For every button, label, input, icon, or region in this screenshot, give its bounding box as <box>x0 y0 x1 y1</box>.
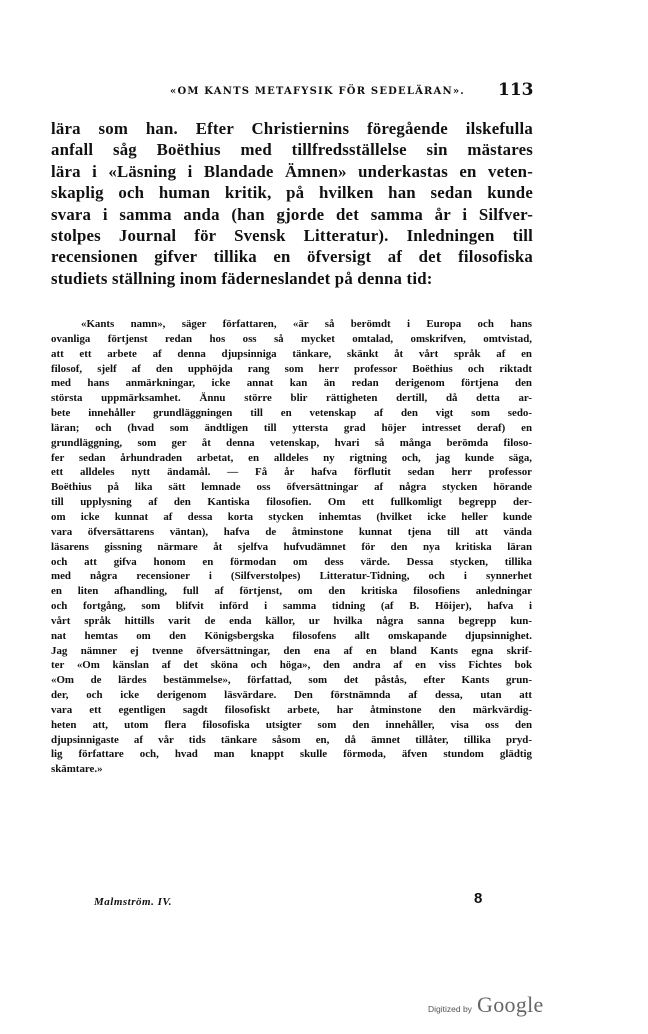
main-line: skaplig och human kritik, på hvilken han sedan kunde <box>51 183 533 203</box>
main-line: lära i «Läsning i Blandade Ämnen» underkastas en veten- <box>51 161 533 181</box>
main-paragraph <box>51 118 533 289</box>
quote-line: der, och icke derigenom läsvärdare. Den förstnämnda af dessa, utan att <box>51 689 532 702</box>
digitized-watermark <box>428 992 544 1018</box>
quote-line: nat hemtas om den Königsbergska filosofens allt omskapande djupsinnighet. <box>51 629 532 642</box>
block-quote <box>51 317 532 777</box>
main-line: recensionen gifver tillika en öfversigt af det filosofiska <box>51 247 533 267</box>
quote-line: Boëthius på lika sätt lemnade oss öfversättningar af några stycken hörande <box>51 481 532 494</box>
quote-line: vara öfversättarens väntan), hafva de åtminstone kunnat tjena till att vända <box>51 525 532 538</box>
quote-line: «Kants namn», säger författaren, «är så berömdt i Europa och hans <box>81 318 532 330</box>
quote-line: vara ett egentligen sagdt filosofiskt arbete, har åtminstone den märkvärdig- <box>51 703 532 716</box>
quote-line: största uppmärksamhet. Ännu större blir rättigheten dertill, då detta ar- <box>51 392 532 405</box>
quote-line: heten att, utom flera filosofiska utsigter som den innehåller, visa oss den <box>51 718 532 731</box>
quote-line: en liten afhandling, full af förtjenst, om den kritiska filosofiens anledningar <box>51 585 532 598</box>
quote-line: ovanliga förtjenst redan hos oss så mycket omtalad, omskrifven, omtvistad, <box>51 332 532 345</box>
quote-line: Jag nämner ej tvenne öfversättningar, den ena af en bland Kants egna skrif- <box>51 644 532 657</box>
quote-line: om icke kunnat af dessa korta stycken inhemtas (hvilket icke heller kunde <box>51 510 532 523</box>
main-line: svara i samma anda (han gjorde det samma år i Silfver- <box>51 204 533 224</box>
quote-line: fer sedan århundraden arbetat, en alldeles ny rigtning och, jag kunde säga, <box>51 451 532 464</box>
quote-line: filosof, sjelf af den upphöjda rang som herr professor Boëthius och riktadt <box>51 362 532 375</box>
quote-line: djupsinnigaste af vår tids tänkare såsom en, då ämnet tillåter, tillika pryd- <box>51 733 532 746</box>
quote-line: skämtare.» <box>51 763 103 776</box>
quote-line: vårt språk hittills varit de enda källor, ur hvilka några sanna begrepp kun- <box>51 614 532 627</box>
digitized-prefix: Digitized by <box>428 1004 472 1014</box>
quote-line: ett alldeles nytt ändamål. — Få år hafva förflutit sedan herr professor <box>51 466 532 479</box>
quote-line: och att gifva honom en förmodan om dess värde. Dessa stycken, tillika <box>51 555 532 568</box>
main-line: lära som han. Efter Christiernins föregående ilskefulla <box>51 119 533 138</box>
main-line: studiets ställning inom fäderneslandet på denna tid: <box>51 268 433 288</box>
quote-line: lig författare och, hvad man knappt skulle förmoda, äfven stundom glädtig <box>51 748 532 761</box>
quote-line: med några recensioner i (Silfverstolpes) Litteratur-Tidning, och i synnerhet <box>51 570 532 583</box>
quote-line: läsarens gissning närmare åt sjelfva hufvudämnet för den nya kritiska läran <box>51 540 532 553</box>
main-line: stolpes Journal för Svensk Litteratur). Inledningen till <box>51 226 533 246</box>
running-head: «OM KANTS METAFYSIK FÖR SEDELÄRAN». <box>170 86 465 97</box>
quote-line: och fortgång, som blifvit införd i samma tidning (af B. Höijer), hafva i <box>51 600 532 613</box>
quote-line: med hans anmärkningar, icke annat kan än redan derigenom förtjena den <box>51 377 532 390</box>
quote-line: «Om de lärdes bestämmelse», författad, som det påstås, efter Kants grun- <box>51 674 532 687</box>
main-line: anfall såg Boëthius med tillfredsställelse sin mästares <box>51 140 533 160</box>
quote-line: till upplysning af den Kantiska filosofien. Om ett fullkomligt begrepp der- <box>51 496 532 509</box>
quote-line: grundläggning, som ger åt denna vetenskap, hvari så många berömda filoso- <box>51 436 532 449</box>
signature-mark-number: 8 <box>474 890 483 907</box>
quote-line: läran; och (hvad som ändtligen till yttersta grad höjer intresset deraf) en <box>51 421 532 434</box>
quote-line: ter «Om känslan af det sköna och höga», den andra af en viss Fichtes bok <box>51 659 532 672</box>
quote-line: att ett arbete af denna djupsinniga tänkare, skänkt åt vårt språk af en <box>51 347 532 360</box>
signature-mark-author: Malmström. IV. <box>94 896 173 908</box>
google-logo: Google <box>477 992 544 1017</box>
page-number: 113 <box>498 80 534 100</box>
quote-line: bete innehåller grundläggningen till en vetenskap af den vigt som sedo- <box>51 407 532 420</box>
